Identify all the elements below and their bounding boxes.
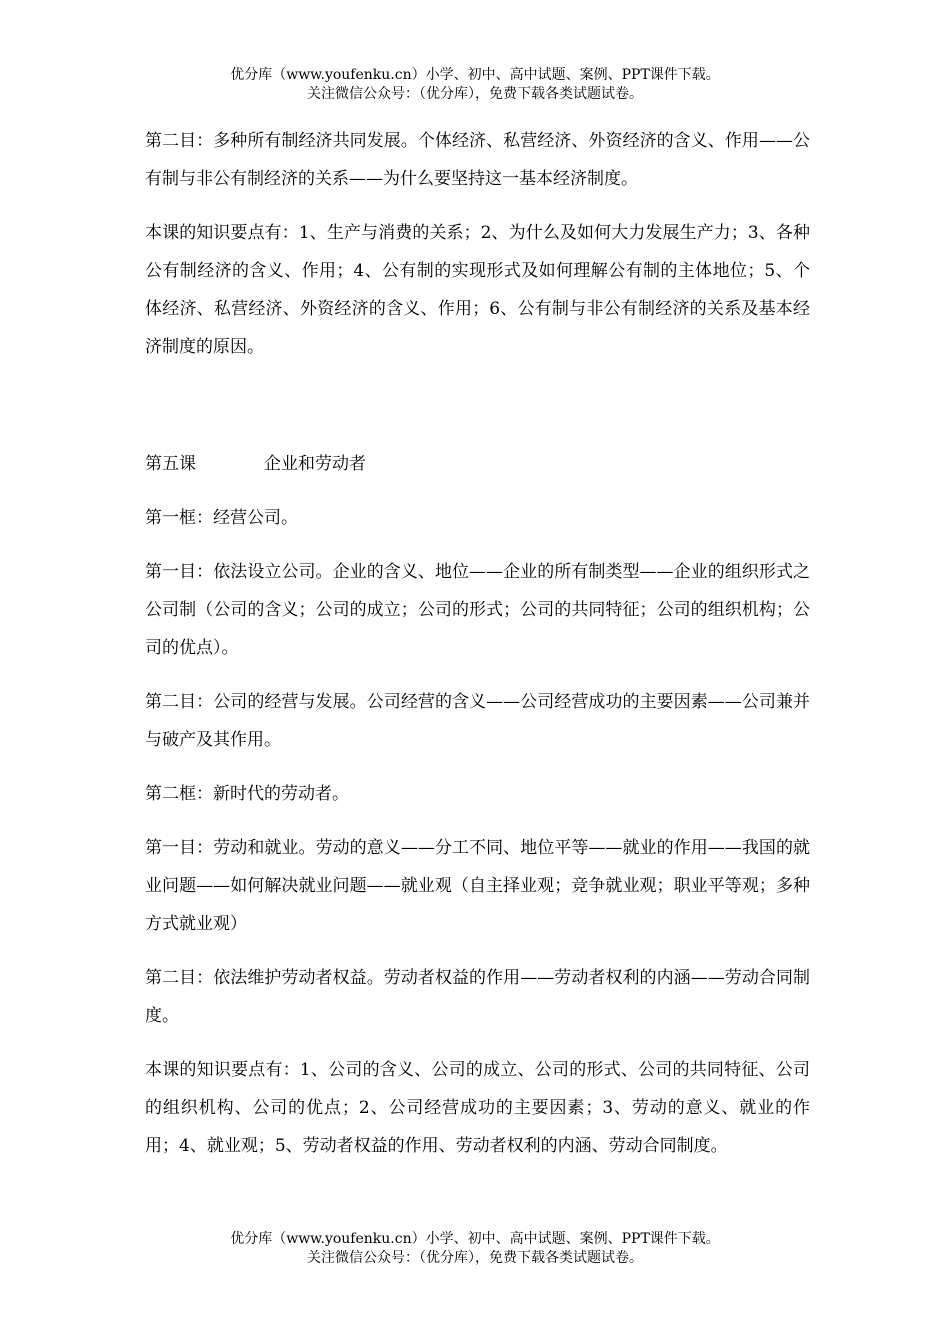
paragraph-p7: 第一目：劳动和就业。劳动的意义——分工不同、地位平等——就业的作用——我国的就业问题——如何解决就业问题——就业观（自主择业观；竞争就业观；职业平等观；多种方式就业观） xyxy=(145,838,810,934)
header-line-2: 关注微信公众号：（优分库），免费下载各类试题试卷。 xyxy=(307,86,643,102)
paragraph-p3: 第一框：经营公司。 xyxy=(145,508,298,528)
paragraph-p9: 本课的知识要点有：1、公司的含义、公司的成立、公司的形式、公司的共同特征、公司的组织机构、公司的优点；2、公司经营成功的主要因素；3、劳动的意义、就业的作用；4、就业观；5、劳动者权益的作用、劳动者权利的内涵、劳动合同制度。 xyxy=(145,1060,810,1156)
document-body xyxy=(145,122,810,1181)
footer-line-2: 关注微信公众号：（优分库），免费下载各类试题试卷。 xyxy=(307,1250,643,1266)
lesson-number: 第五课 xyxy=(145,454,196,474)
lesson-heading xyxy=(145,445,810,483)
paragraph-p5: 第二目：公司的经营与发展。公司经营的含义——公司经营成功的主要因素——公司兼并与破产及其作用。 xyxy=(145,692,810,750)
page-footer xyxy=(0,1230,950,1268)
paragraph-p4: 第一目：依法设立公司。企业的含义、地位——企业的所有制类型——企业的组织形式之公司制（公司的含义；公司的成立；公司的形式；公司的共同特征；公司的组织机构；公司的优点）。 xyxy=(145,562,810,658)
lesson-name: 企业和劳动者 xyxy=(264,454,366,474)
header-line-1: 优分库（www.youfenku.cn）小学、初中、高中试题、案例、PPT课件下载。 xyxy=(230,67,720,83)
paragraph-p1: 第二目：多种所有制经济共同发展。个体经济、私营经济、外资经济的含义、作用——公有制与非公有制经济的关系——为什么要坚持这一基本经济制度。 xyxy=(145,131,810,189)
paragraph-p8: 第二目：依法维护劳动者权益。劳动者权益的作用——劳动者权利的内涵——劳动合同制度。 xyxy=(145,968,810,1026)
paragraph-p2: 本课的知识要点有：1、生产与消费的关系；2、为什么及如何大力发展生产力；3、各种公有制经济的含义、作用；4、公有制的实现形式及如何理解公有制的主体地位；5、个体经济、私营经济、外资经济的含义、作用；6、公有制与非公有制经济的关系及基本经济制度的原因。 xyxy=(145,223,810,357)
page-header xyxy=(0,66,950,104)
footer-line-1: 优分库（www.youfenku.cn）小学、初中、高中试题、案例、PPT课件下载。 xyxy=(230,1231,720,1247)
paragraph-p6: 第二框：新时代的劳动者。 xyxy=(145,784,349,804)
